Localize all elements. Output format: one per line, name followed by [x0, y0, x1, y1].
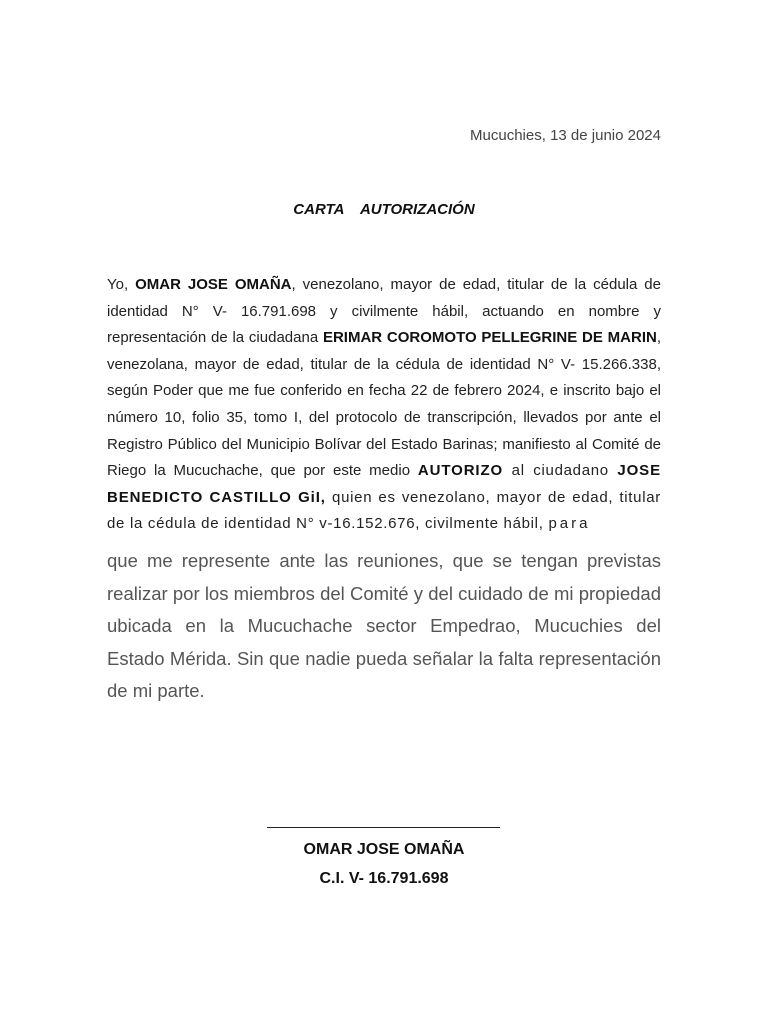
- represented-person-name: ERIMAR COROMOTO PELLEGRINE DE MARIN: [322, 329, 657, 347]
- date-line: Mucuchies, 13 de junio 2024: [470, 127, 661, 144]
- grantor-name: OMAR JOSE OMAÑA: [135, 276, 292, 293]
- body-text-segment: quien es venezolano, mayor de edad, titular de la cédula de identidad N° v-16.152.676, civilmente hábil,: [107, 488, 661, 533]
- body-text-segment: para: [548, 515, 591, 533]
- body-text-segment: , venezolano, mayor de edad, titular de la cédula de identidad N° V- 16.791.698 y civilmente hábil, actuando en nombre y representación de la ciudadana: [107, 276, 661, 347]
- signature-line: [267, 827, 500, 828]
- document-title: CARTA AUTORIZACIÓN: [293, 201, 475, 218]
- signer-name: OMAR JOSE OMAÑA: [303, 841, 465, 858]
- body-text-segment: al ciudadano: [503, 462, 618, 480]
- body-text-segment: , venezolana, mayor de edad, titular de la cédula de identidad N° V- 15.266.338, según Poder que me fue conferido en fecha 22 de febrero 2024, e inscrito bajo el número 10, folio 35, tomo I, del protocolo de transcripción, llevados por ante el Registro Público del Municipio Bolívar del Estado Barinas; manifiesto al Comité de Riego la Mucuchache, que por este medio: [107, 329, 661, 480]
- body-text-segment: Yo,: [107, 276, 136, 293]
- authorized-person-name: JOSE BENEDICTO CASTILLO GiI,: [107, 462, 661, 506]
- body-paragraph: [107, 272, 661, 538]
- body-paragraph-large: que me represente ante las reuniones, que se tengan previstas realizar por los miembros del Comité y del cuidado de mi propiedad ubicada en la Mucuchache sector Empedrao, Mucuchies del Estado Mérida. Sin que nadie pueda señalar la falta representación de mi parte.: [107, 550, 661, 701]
- signer-id: C.I. V- 16.791.698: [319, 870, 449, 887]
- authorize-keyword: AUTORIZO: [417, 462, 504, 480]
